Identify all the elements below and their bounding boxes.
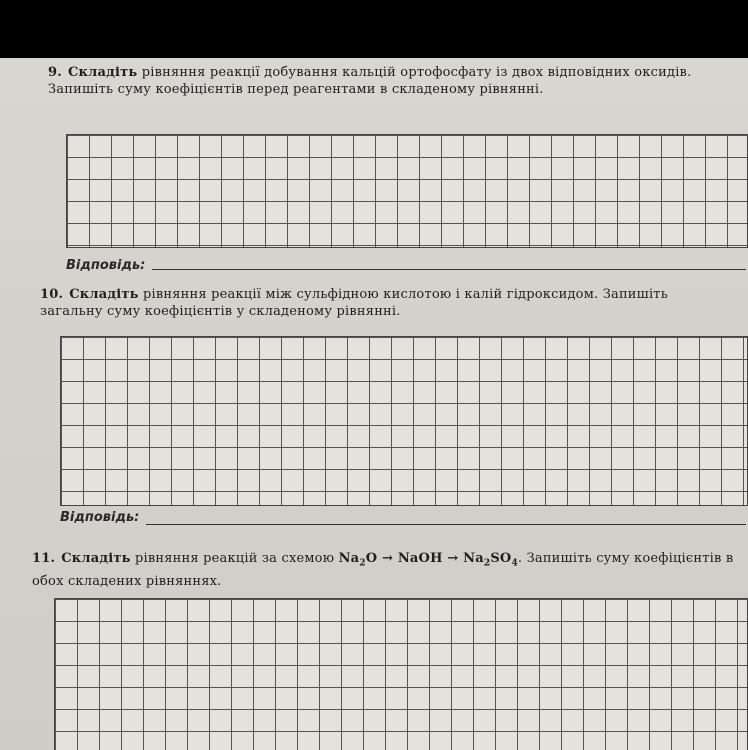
- task-9-answer-line[interactable]: [152, 269, 746, 270]
- scheme-na2so4-sub4: 4: [511, 558, 518, 569]
- task-9-number: 9.: [48, 65, 62, 80]
- task-9-verb: Складіть: [67, 65, 138, 80]
- arrow-icon: →: [447, 551, 459, 566]
- task-11-question: [32, 550, 734, 590]
- task-10-number: 10.: [40, 287, 64, 302]
- task-10-answer-line[interactable]: [146, 524, 746, 525]
- task-11-text-part2: . Запишіть суму коефіцієнтів в обох складених рівняннях.: [32, 551, 734, 589]
- task-9: [48, 64, 734, 98]
- arrow-icon: →: [382, 551, 394, 566]
- task-11-text-part1: рівняння реакцій за схемою: [130, 551, 339, 566]
- task-11-verb: Складіть: [61, 551, 131, 566]
- task-11: [32, 550, 734, 590]
- task-11-answer-grid[interactable]: [54, 598, 748, 750]
- task-10-answer-label: Відповідь:: [60, 510, 140, 525]
- scheme-na2so4-sub: 2: [483, 558, 491, 569]
- worksheet-page: [0, 58, 748, 750]
- task-10: [40, 286, 734, 320]
- scheme-na2o-o: O: [365, 551, 378, 566]
- task-9-answer-label: Відповідь:: [66, 258, 146, 273]
- reaction-scheme: [338, 551, 518, 569]
- task-9-answer-grid[interactable]: [66, 134, 748, 248]
- task-10-verb: Складіть: [69, 287, 139, 302]
- task-9-question: [48, 64, 734, 98]
- scheme-na2o-na: Na: [338, 551, 360, 566]
- task-10-answer-grid[interactable]: [60, 336, 748, 506]
- task-11-number: 11.: [32, 551, 56, 566]
- task-10-text: рівняння реакції між сульфідною кислотою і калій гідроксидом. Запишіть загальну суму коефіцієнтів у складеному рівнянні.: [40, 287, 668, 319]
- task-10-question: [40, 286, 734, 320]
- scheme-na2o-sub: 2: [359, 558, 366, 569]
- scheme-naoh: NaOH: [397, 551, 443, 566]
- scheme-na2so4-na: Na: [463, 551, 484, 566]
- scheme-na2so4-so: SO: [490, 551, 512, 566]
- task-9-text: рівняння реакції добування кальцій ортофосфату із двох відповідних оксидів. Запишіть суму коефіцієнтів перед реагентами в складеному рівнянні.: [48, 65, 692, 97]
